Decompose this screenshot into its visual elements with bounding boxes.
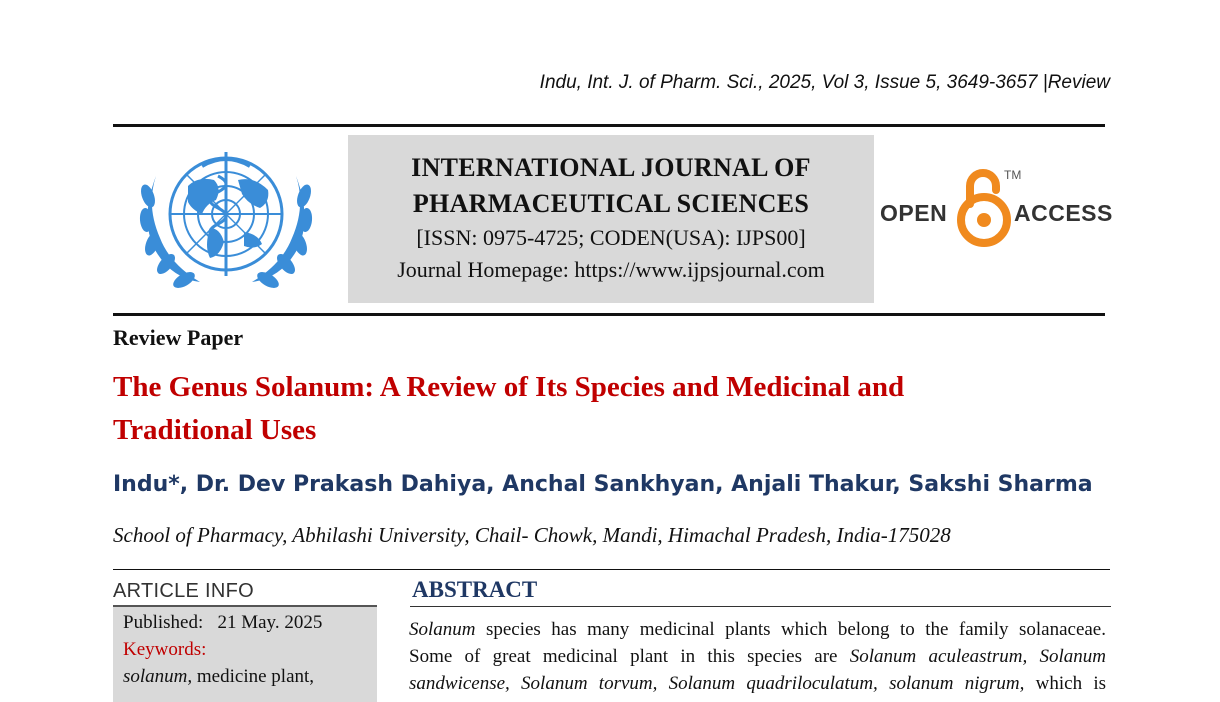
abstract-italic-1: Solanum — [409, 619, 476, 640]
article-info-box — [113, 607, 377, 702]
abstract-line-3 — [409, 670, 1106, 697]
abstract-text-3: which is — [1024, 673, 1106, 694]
abstract-line-1 — [409, 616, 1106, 643]
article-type-label: Review Paper — [113, 325, 244, 350]
middle-rule — [113, 313, 1105, 316]
published-date: 21 May. 2025 — [217, 612, 323, 633]
keyword-rest: medicine plant, — [192, 666, 315, 687]
journal-emblem-logo — [126, 136, 326, 308]
abstract-text-1: species has many medicinal plants which belong to the family solanaceae. — [475, 619, 1106, 640]
keyword-solanum: solanum, — [123, 666, 193, 687]
article-title-line1: The Genus Solanum: A Review of Its Species and Medicinal and — [113, 371, 905, 403]
keywords-list — [123, 663, 377, 690]
journal-name-line1: INTERNATIONAL JOURNAL OF — [411, 153, 811, 182]
citation-header: Indu, Int. J. of Pharm. Sci., 2025, Vol 3, Issue 5, 3649-3657 |Review — [539, 72, 1110, 93]
keywords-label: Keywords: — [123, 639, 207, 660]
journal-masthead — [348, 135, 874, 303]
journal-homepage: Journal Homepage: https://www.ijpsjournal.com — [397, 257, 825, 282]
journal-name-line2: PHARMACEUTICAL SCIENCES — [412, 189, 810, 218]
abstract-heading: ABSTRACT — [412, 577, 538, 602]
article-info-heading: ARTICLE INFO — [113, 580, 255, 602]
open-access-word-access: ACCESS — [1014, 200, 1113, 226]
abstract-rule — [410, 606, 1111, 607]
trademark-symbol: TM — [1004, 168, 1022, 182]
abstract-text-2: Some of great medicinal plant in this species are — [409, 646, 850, 667]
article-title-line2: Traditional Uses — [113, 414, 317, 446]
abstract-line-2 — [409, 643, 1106, 670]
article-title — [113, 366, 1073, 452]
abstract-italic-3: sandwicense, Solanum torvum, Solanum quadriloculatum, solanum nigrum, — [409, 673, 1025, 694]
section-divider — [113, 569, 1110, 570]
article-authors: Indu*, Dr. Dev Prakash Dahiya, Anchal Sankhyan, Anjali Thakur, Sakshi Sharma — [113, 472, 1093, 497]
abstract-text — [409, 616, 1106, 697]
top-rule — [113, 124, 1105, 127]
abstract-italic-2: Solanum aculeastrum, Solanum — [849, 646, 1106, 667]
open-access-word-open: OPEN — [880, 200, 948, 226]
author-affiliation: School of Pharmacy, Abhilashi University, Chail- Chowk, Mandi, Himachal Pradesh, India-175028 — [113, 523, 951, 547]
published-label: Published: — [123, 612, 204, 633]
published-row — [123, 609, 377, 636]
journal-issn: [ISSN: 0975-4725; CODEN(USA): IJPS00] — [416, 225, 806, 250]
